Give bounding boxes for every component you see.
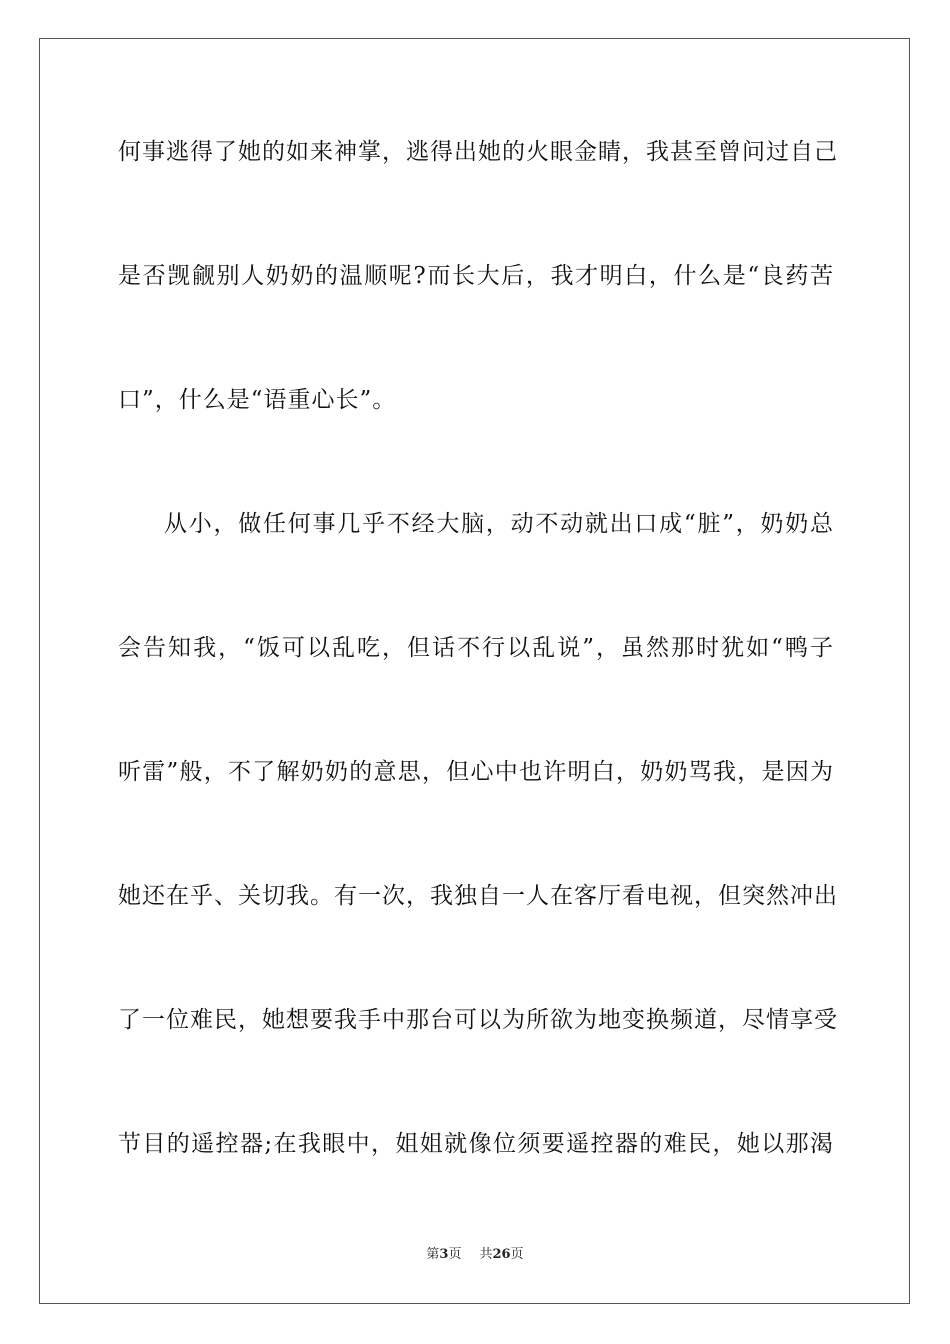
total-suffix: 页: [510, 1247, 524, 1262]
total-prefix: 共: [479, 1247, 493, 1262]
total-pages: 26: [492, 1247, 511, 1262]
text-line: 是否觊觎别人奶奶的温顺呢?而长大后，我才明白，什么是“良药苦: [118, 263, 834, 289]
page-prefix: 第: [426, 1247, 440, 1262]
page-footer: [0, 1246, 950, 1264]
page-border: [39, 38, 910, 1304]
text-line: 从小，做任何事几乎不经大脑，动不动就出口成“脏”，奶奶总: [164, 511, 834, 537]
text-line: 节目的遥控器;在我眼中，姐姐就像位须要遥控器的难民，她以那渴: [118, 1131, 834, 1157]
text-line: 她还在乎、关切我。有一次，我独自一人在客厅看电视，但突然冲出: [118, 883, 838, 909]
text-line: 何事逃得了她的如来神掌，逃得出她的火眼金睛，我甚至曾问过自己: [118, 139, 838, 165]
page-number: 3: [439, 1247, 449, 1262]
page-suffix: 页: [448, 1247, 462, 1262]
text-line: 会告知我，“饭可以乱吃，但话不行以乱说”，虽然那时犹如“鸭子: [118, 635, 834, 661]
text-line: 听雷”般，不了解奶奶的意思，但心中也许明白，奶奶骂我，是因为: [118, 759, 834, 785]
text-line: 口”，什么是“语重心长”。: [118, 387, 397, 413]
text-line: 了一位难民，她想要我手中那台可以为所欲为地变换频道，尽情享受: [118, 1007, 838, 1033]
